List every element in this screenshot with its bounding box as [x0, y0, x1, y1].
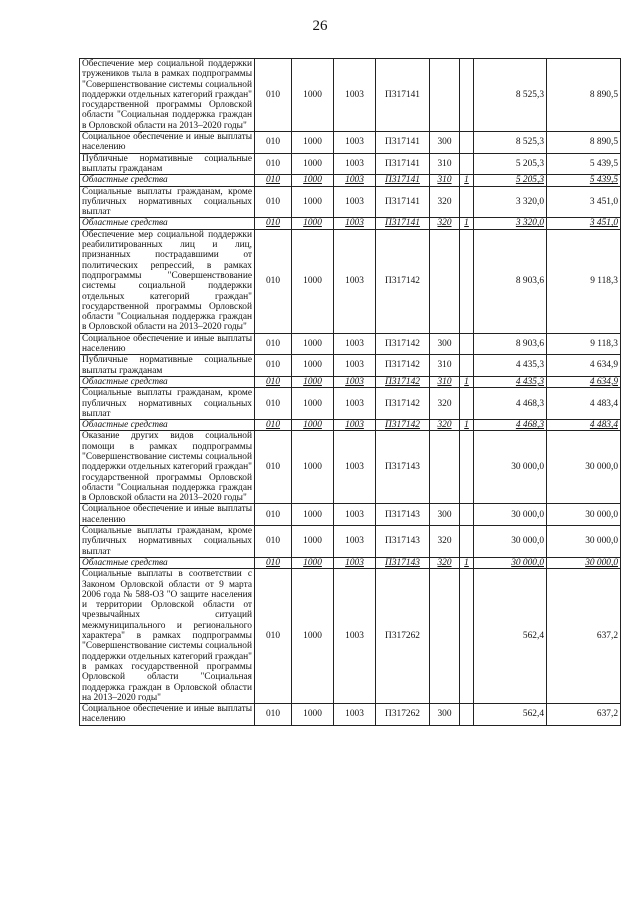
row-name-cell: Публичные нормативные социальные выплаты гражданам [80, 355, 255, 377]
amount-year2-cell: 637,2 [547, 704, 621, 726]
ministry-code-cell: 010 [255, 526, 292, 558]
expense-type-cell: 300 [430, 504, 460, 526]
amount-year1-cell: 8 525,3 [474, 59, 547, 132]
amount-year1-cell: 30 000,0 [474, 504, 547, 526]
subsection-cell: 1003 [334, 557, 376, 568]
amount-year2-cell: 4 483,4 [547, 388, 621, 420]
amount-year1-cell: 30 000,0 [474, 526, 547, 558]
section-cell: 1000 [292, 355, 334, 377]
ministry-code-cell: 010 [255, 229, 292, 333]
page-number: 26 [312, 18, 328, 34]
subsection-cell: 1003 [334, 420, 376, 431]
row-name-cell: Социальное обеспечение и иные выплаты населению [80, 504, 255, 526]
section-cell: 1000 [292, 59, 334, 132]
subsection-cell: 1003 [334, 704, 376, 726]
amount-year2-cell: 30 000,0 [547, 526, 621, 558]
section-cell: 1000 [292, 569, 334, 704]
expense-type-cell: 300 [430, 704, 460, 726]
row-name-cell: Социальные выплаты в соответствии с Законом Орловской области от 9 марта 2006 года № 588-ОЗ "О защите населения и территории Орловской области от чрезвычайных ситуаций межмуниципального и регионального характера" в рамках подпрограммы "Совершенствование системы социальной поддержки отдельных категорий граждан" в рамках государственной программы Орловской области "Социальная поддержка граждан в Орловской области на 2013–2020 годы" [80, 569, 255, 704]
source-cell [460, 569, 474, 704]
table-row [80, 153, 621, 175]
amount-year2-cell: 30 000,0 [547, 557, 621, 568]
target-article-cell: П317142 [376, 333, 430, 355]
amount-year1-cell: 4 435,3 [474, 376, 547, 387]
target-article-cell: П317142 [376, 355, 430, 377]
amount-year2-cell: 3 451,0 [547, 218, 621, 229]
amount-year2-cell: 4 634,9 [547, 355, 621, 377]
target-article-cell: П317141 [376, 132, 430, 154]
table-row [80, 388, 621, 420]
amount-year2-cell: 8 890,5 [547, 132, 621, 154]
row-name-cell: Социальные выплаты гражданам, кроме публичных нормативных социальных выплат [80, 388, 255, 420]
subsection-cell: 1003 [334, 569, 376, 704]
section-cell: 1000 [292, 504, 334, 526]
amount-year1-cell: 8 525,3 [474, 132, 547, 154]
subsection-cell: 1003 [334, 431, 376, 504]
table-row [80, 526, 621, 558]
target-article-cell: П317141 [376, 175, 430, 186]
ministry-code-cell: 010 [255, 557, 292, 568]
expense-type-cell [430, 431, 460, 504]
ministry-code-cell: 010 [255, 388, 292, 420]
target-article-cell: П317143 [376, 557, 430, 568]
amount-year1-cell: 562,4 [474, 569, 547, 704]
section-cell: 1000 [292, 557, 334, 568]
table-row [80, 186, 621, 218]
subsection-cell: 1003 [334, 218, 376, 229]
section-cell: 1000 [292, 388, 334, 420]
section-cell: 1000 [292, 526, 334, 558]
source-cell: 1 [460, 420, 474, 431]
table-row [80, 218, 621, 229]
budget-table [79, 58, 621, 726]
subsection-cell: 1003 [334, 333, 376, 355]
subsection-cell: 1003 [334, 132, 376, 154]
ministry-code-cell: 010 [255, 355, 292, 377]
source-cell: 1 [460, 218, 474, 229]
row-name-cell: Областные средства [80, 557, 255, 568]
amount-year1-cell: 3 320,0 [474, 186, 547, 218]
table-row [80, 431, 621, 504]
amount-year2-cell: 4 634,9 [547, 376, 621, 387]
row-name-cell: Обеспечение мер социальной поддержки тружеников тыла в рамках подпрограммы "Совершенствование системы социальной поддержки отдельных категорий граждан" государственной программы Орловской области "Социальная поддержка граждан в Орловской области на 2013–2020 годы" [80, 59, 255, 132]
source-cell: 1 [460, 376, 474, 387]
row-name-cell: Областные средства [80, 376, 255, 387]
amount-year1-cell: 8 903,6 [474, 229, 547, 333]
ministry-code-cell: 010 [255, 218, 292, 229]
subsection-cell: 1003 [334, 526, 376, 558]
amount-year2-cell: 8 890,5 [547, 59, 621, 132]
amount-year2-cell: 3 451,0 [547, 186, 621, 218]
row-name-cell: Публичные нормативные социальные выплаты гражданам [80, 153, 255, 175]
amount-year2-cell: 5 439,5 [547, 153, 621, 175]
target-article-cell: П317143 [376, 526, 430, 558]
ministry-code-cell: 010 [255, 153, 292, 175]
section-cell: 1000 [292, 153, 334, 175]
row-name-cell: Социальное обеспечение и иные выплаты населению [80, 333, 255, 355]
target-article-cell: П317141 [376, 186, 430, 218]
source-cell: 1 [460, 175, 474, 186]
ministry-code-cell: 010 [255, 420, 292, 431]
expense-type-cell: 310 [430, 175, 460, 186]
expense-type-cell: 320 [430, 186, 460, 218]
section-cell: 1000 [292, 175, 334, 186]
ministry-code-cell: 010 [255, 376, 292, 387]
expense-type-cell: 310 [430, 153, 460, 175]
amount-year2-cell: 5 439,5 [547, 175, 621, 186]
row-name-cell: Социальное обеспечение и иные выплаты населению [80, 132, 255, 154]
ministry-code-cell: 010 [255, 431, 292, 504]
amount-year1-cell: 4 468,3 [474, 420, 547, 431]
section-cell: 1000 [292, 186, 334, 218]
target-article-cell: П317143 [376, 504, 430, 526]
row-name-cell: Областные средства [80, 175, 255, 186]
section-cell: 1000 [292, 704, 334, 726]
source-cell [460, 229, 474, 333]
subsection-cell: 1003 [334, 388, 376, 420]
subsection-cell: 1003 [334, 376, 376, 387]
amount-year1-cell: 30 000,0 [474, 557, 547, 568]
amount-year1-cell: 8 903,6 [474, 333, 547, 355]
amount-year1-cell: 4 435,3 [474, 355, 547, 377]
expense-type-cell: 320 [430, 420, 460, 431]
expense-type-cell: 320 [430, 526, 460, 558]
amount-year1-cell: 4 468,3 [474, 388, 547, 420]
table-row [80, 569, 621, 704]
ministry-code-cell: 010 [255, 704, 292, 726]
ministry-code-cell: 010 [255, 569, 292, 704]
ministry-code-cell: 010 [255, 333, 292, 355]
row-name-cell: Областные средства [80, 218, 255, 229]
table-row [80, 704, 621, 726]
target-article-cell: П317142 [376, 420, 430, 431]
amount-year2-cell: 9 118,3 [547, 333, 621, 355]
subsection-cell: 1003 [334, 153, 376, 175]
target-article-cell: П317262 [376, 704, 430, 726]
amount-year1-cell: 5 205,3 [474, 153, 547, 175]
table-row [80, 557, 621, 568]
subsection-cell: 1003 [334, 355, 376, 377]
row-name-cell: Социальное обеспечение и иные выплаты населению [80, 704, 255, 726]
expense-type-cell: 300 [430, 333, 460, 355]
source-cell [460, 431, 474, 504]
section-cell: 1000 [292, 376, 334, 387]
row-name-cell: Областные средства [80, 420, 255, 431]
subsection-cell: 1003 [334, 229, 376, 333]
source-cell [460, 333, 474, 355]
expense-type-cell: 310 [430, 376, 460, 387]
source-cell [460, 355, 474, 377]
row-name-cell: Обеспечение мер социальной поддержки реабилитированных лиц и лиц, признанных пострадавшими от политических репрессий, в рамках подпрограммы "Совершенствование системы социальной поддержки отдельных категорий граждан" государственной программы Орловской области "Социальная поддержка граждан в Орловской области на 2013–2020 годы" [80, 229, 255, 333]
source-cell [460, 186, 474, 218]
target-article-cell: П317141 [376, 218, 430, 229]
amount-year1-cell: 5 205,3 [474, 175, 547, 186]
amount-year2-cell: 4 483,4 [547, 420, 621, 431]
expense-type-cell: 320 [430, 557, 460, 568]
target-article-cell: П317142 [376, 388, 430, 420]
source-cell [460, 388, 474, 420]
amount-year2-cell: 637,2 [547, 569, 621, 704]
table-row [80, 420, 621, 431]
source-cell [460, 526, 474, 558]
amount-year1-cell: 562,4 [474, 704, 547, 726]
expense-type-cell [430, 229, 460, 333]
amount-year2-cell: 30 000,0 [547, 504, 621, 526]
amount-year2-cell: 9 118,3 [547, 229, 621, 333]
target-article-cell: П317141 [376, 153, 430, 175]
subsection-cell: 1003 [334, 186, 376, 218]
table-row [80, 333, 621, 355]
subsection-cell: 1003 [334, 59, 376, 132]
ministry-code-cell: 010 [255, 59, 292, 132]
target-article-cell: П317142 [376, 376, 430, 387]
target-article-cell: П317142 [376, 229, 430, 333]
table-row [80, 175, 621, 186]
subsection-cell: 1003 [334, 175, 376, 186]
amount-year1-cell: 3 320,0 [474, 218, 547, 229]
source-cell [460, 132, 474, 154]
expense-type-cell [430, 569, 460, 704]
ministry-code-cell: 010 [255, 186, 292, 218]
expense-type-cell: 310 [430, 355, 460, 377]
ministry-code-cell: 010 [255, 132, 292, 154]
ministry-code-cell: 010 [255, 504, 292, 526]
table-row [80, 376, 621, 387]
table-row [80, 504, 621, 526]
expense-type-cell: 300 [430, 132, 460, 154]
row-name-cell: Социальные выплаты гражданам, кроме публичных нормативных социальных выплат [80, 186, 255, 218]
section-cell: 1000 [292, 229, 334, 333]
section-cell: 1000 [292, 132, 334, 154]
source-cell: 1 [460, 557, 474, 568]
target-article-cell: П317143 [376, 431, 430, 504]
target-article-cell: П317141 [376, 59, 430, 132]
section-cell: 1000 [292, 333, 334, 355]
subsection-cell: 1003 [334, 504, 376, 526]
expense-type-cell: 320 [430, 218, 460, 229]
source-cell [460, 59, 474, 132]
expense-type-cell [430, 59, 460, 132]
table-row [80, 355, 621, 377]
row-name-cell: Социальные выплаты гражданам, кроме публичных нормативных социальных выплат [80, 526, 255, 558]
table-row [80, 132, 621, 154]
expense-type-cell: 320 [430, 388, 460, 420]
ministry-code-cell: 010 [255, 175, 292, 186]
table-row [80, 229, 621, 333]
section-cell: 1000 [292, 420, 334, 431]
table-body [80, 59, 621, 726]
source-cell [460, 153, 474, 175]
amount-year1-cell: 30 000,0 [474, 431, 547, 504]
section-cell: 1000 [292, 431, 334, 504]
target-article-cell: П317262 [376, 569, 430, 704]
section-cell: 1000 [292, 218, 334, 229]
source-cell [460, 504, 474, 526]
row-name-cell: Оказание других видов социальной помощи в рамках подпрограммы "Совершенствование системы социальной поддержки отдельных категорий граждан" государственной программы Орловской области "Социальная поддержка граждан в Орловской области на 2013–2020 годы" [80, 431, 255, 504]
table-row [80, 59, 621, 132]
source-cell [460, 704, 474, 726]
amount-year2-cell: 30 000,0 [547, 431, 621, 504]
